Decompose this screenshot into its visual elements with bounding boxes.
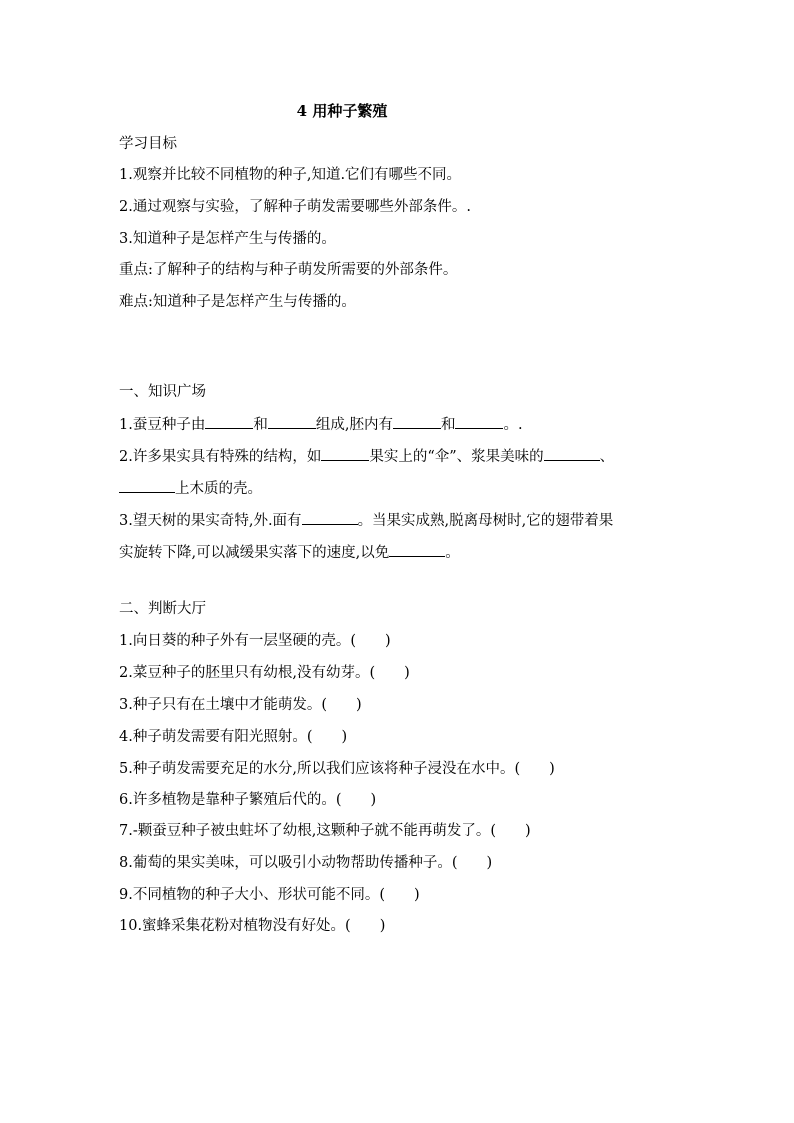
- answer-blank[interactable]: [393, 414, 441, 429]
- answer-blank[interactable]: [205, 414, 253, 429]
- q2-text-2: 果实上的“伞”、浆果美味的: [369, 449, 544, 465]
- fill-question-2-cont: [119, 478, 262, 499]
- fill-question-1: [119, 414, 523, 435]
- q2-text-4: 上木质的壳。: [175, 481, 262, 497]
- judge-item-4: 4.种子萌发需要有阳光照射。( ): [119, 729, 348, 745]
- fill-question-2: [119, 446, 614, 467]
- answer-blank[interactable]: [119, 478, 175, 493]
- answer-blank[interactable]: [544, 446, 600, 461]
- judge-item-10: 10.蜜蜂采集花粉对植物没有好处。( ): [119, 918, 386, 934]
- answer-blank[interactable]: [268, 414, 316, 429]
- goal-item-1: 1.观察并比较不同植物的种子,知道.它们有哪些不同。: [119, 167, 462, 183]
- q3-text-2: 。当果实成熟,脱离母树时,它的翅带着果: [357, 513, 614, 529]
- q3-text-4: 。: [445, 545, 460, 561]
- goal-item-3: 3.知道种子是怎样产生与传播的。: [119, 231, 336, 247]
- q3-text-3: 实旋转下降,可以减缓果实落下的速度,以免: [119, 545, 390, 561]
- judge-item-2: 2.菜豆种子的胚里只有幼根,没有幼芽。( ): [119, 665, 410, 681]
- section1-heading: 一、知识广场: [119, 384, 206, 400]
- q1-text-4: 和: [440, 417, 456, 433]
- judge-item-5: 5.种子萌发需要充足的水分,所以我们应该将种子浸没在水中。( ): [119, 761, 555, 777]
- answer-blank[interactable]: [455, 414, 503, 429]
- judge-item-6: 6.许多植物是靠种子繁殖后代的。( ): [119, 792, 377, 808]
- q3-text-1: 3.望天树的果实奇特,外.面有: [119, 513, 302, 529]
- key-point: 重点:了解种子的结构与种子萌发所需要的外部条件。: [119, 262, 458, 278]
- q1-text-2: 和: [253, 417, 268, 433]
- judge-item-1: 1.向日葵的种子外有一层坚硬的壳。( ): [119, 633, 391, 649]
- answer-blank[interactable]: [321, 446, 369, 461]
- goal-item-2: 2.通过观察与实验，了解种子萌发需要哪些外部条件。.: [119, 199, 471, 215]
- judge-item-3: 3.种子只有在土壤中才能萌发。( ): [119, 697, 362, 713]
- q2-text-1: 2.许多果实具有特殊的结构，如: [119, 449, 322, 465]
- goals-heading: 学习目标: [119, 136, 177, 152]
- fill-question-3-cont: [119, 542, 460, 563]
- q2-text-3: 、: [599, 449, 615, 465]
- judge-item-9: 9.不同植物的种子大小、形状可能不同。( ): [119, 887, 420, 903]
- q1-text-5: 。.: [503, 417, 523, 433]
- q1-text-1: 1.蚕豆种子由: [119, 417, 206, 433]
- fill-question-3: [119, 510, 613, 531]
- answer-blank[interactable]: [302, 510, 358, 525]
- judge-item-8: 8.葡萄的果实美味，可以吸引小动物帮助传播种子。( ): [119, 855, 493, 871]
- page-title: 4 用种子繁殖: [296, 102, 388, 120]
- section2-heading: 二、判断大厅: [119, 601, 206, 617]
- answer-blank[interactable]: [389, 542, 445, 557]
- q1-text-3: 组成,胚内有: [315, 417, 393, 433]
- difficulty-point: 难点:知道种子是怎样产生与传播的。: [119, 294, 356, 310]
- judge-item-7: 7.-颗蚕豆种子被虫蛀坏了幼根,这颗种子就不能再萌发了。( ): [119, 823, 531, 839]
